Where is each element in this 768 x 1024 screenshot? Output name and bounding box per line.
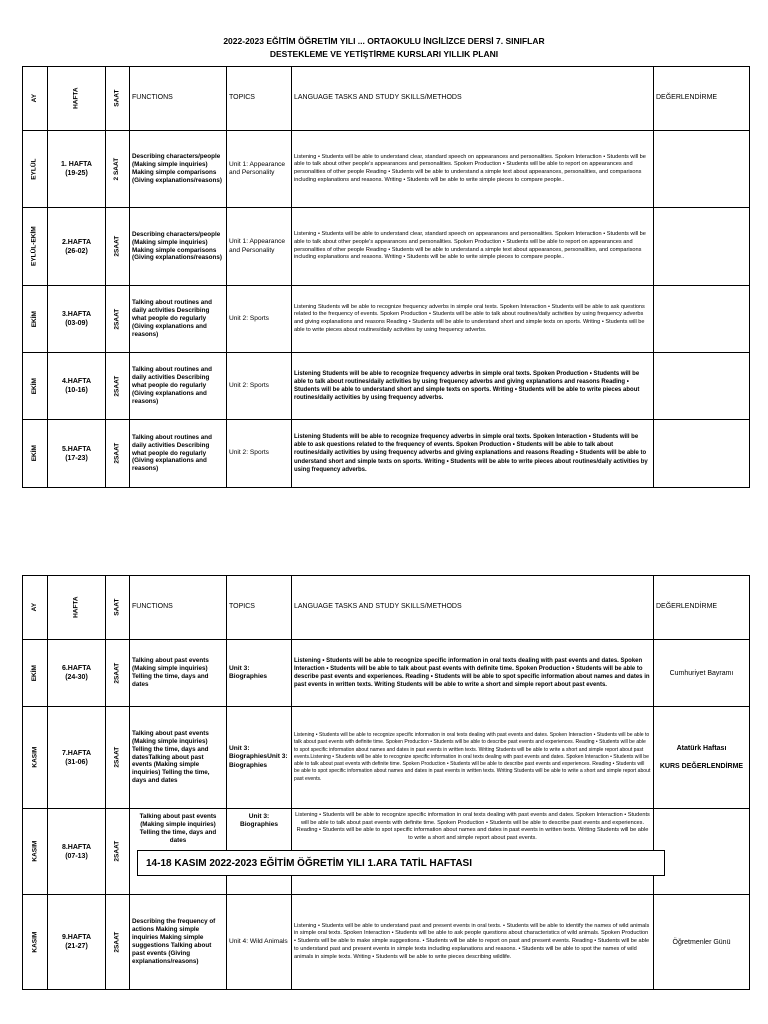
row-topic: Unit 3: Biographies: [227, 640, 292, 707]
document-title-line1: 2022-2023 EĞİTİM ÖĞRETİM YILI ... ORTAOKULU İNGİLİZCE DERSİ 7. SINIFLAR: [223, 36, 545, 46]
row-month: EKİM: [30, 310, 38, 328]
row-topic: Unit 2: Sports: [227, 420, 292, 488]
table-row: [23, 895, 750, 990]
table-row: [23, 707, 750, 809]
table-row: [23, 420, 750, 488]
row-functions: Talking about routines and daily activities Describing what people do regularly (Giving explanations and reasons): [130, 353, 227, 420]
row-week: 6.HAFTA (24-30): [48, 640, 106, 707]
table-row: [23, 208, 750, 286]
row-eval: Öğretmenler Günü: [654, 895, 750, 990]
header-functions: FUNCTIONS: [130, 576, 227, 640]
row-month: EKİM: [30, 445, 38, 462]
row-month: KASIM: [30, 841, 38, 862]
row-topic: Unit 4: Wild Animals: [227, 895, 292, 990]
row-eval: [654, 286, 750, 353]
row-functions: Describing characters/people (Making simple inquiries) Making simple comparisons (Giving explanations/reasons): [130, 131, 227, 208]
row-topic: Unit 1: Appearance and Personality: [227, 131, 292, 208]
row-tasks: Listening • Students will be able to understand clear, standard speech on appearances and personalities. Spoken Interaction • Students will be able to talk about other people's appearances and personalities. Spoken Production • Students will be able to report on appearances and personalities of other people Reading • Students will be able to understand a simple text about appearances, personalities, and comparisons including explanations and reasons. Writing • Students will be able to write simple pieces to compare people..: [292, 208, 654, 286]
row-eval: [654, 208, 750, 286]
row-eval: Atatürk Haftası KURS DEĞERLENDİRME: [654, 707, 750, 809]
row-tasks: Listening Students will be able to recognize frequency adverbs in simple oral texts. Spoken Interaction • Students will be able to ask questions related to the frequency of events. Spoken Production • Students will be able to talk about routines/daily activities by using frequency adverbs and giving explanations and reasons Reading • Students will be able to understand short and simple texts on sports. Writing • Students will be able to write pieces about routines/daily activities by using frequency adverbs.: [292, 420, 654, 488]
row-topic: Unit 3: Biographies: [227, 809, 292, 895]
row-functions: Talking about past events (Making simple inquiries) Telling the time, days and dates: [130, 640, 227, 707]
row-tasks: Listening • Students will be able to recognize specific information in oral texts dealing with past events and dates. Spoken Interaction • Students will be able to talk about past events with definite time. Spoken Production • Students will be able to describe past events and experiences. Reading • Students will be able to spot specific information about names and dates in past events in written texts. Writing Students will be able to write a short and simple report about past events.: [292, 809, 654, 895]
holiday-banner: 14-18 KASIM 2022-2023 EĞİTİM ÖĞRETİM YILI 1.ARA TATİL HAFTASI: [137, 850, 665, 876]
header-tasks: LANGUAGE TASKS AND STUDY SKILLS/METHODS: [292, 576, 654, 640]
table-row: [23, 286, 750, 353]
row-functions: Talking about past events (Making simple inquiries) Telling the time, days and datesTalking about past events (Making simple inquiries) Telling the time, days and dates: [130, 707, 227, 809]
header-tasks: LANGUAGE TASKS AND STUDY SKILLS/METHODS: [292, 67, 654, 131]
row-functions: Talking about past events (Making simple inquiries) Telling the time, days and dates: [130, 809, 227, 895]
header-topics: TOPICS: [227, 576, 292, 640]
row-hours: 2SAAT: [113, 931, 121, 953]
row-month: EYLÜL: [30, 158, 38, 180]
row-week: 2.HAFTA (26-02): [48, 208, 106, 286]
row-eval: [654, 353, 750, 420]
plan-table-1: [22, 66, 750, 488]
row-eval: Cumhuriyet Bayramı: [654, 640, 750, 707]
row-topic: Unit 3: BiographiesUnit 3: Biographies: [227, 707, 292, 809]
table-row: [23, 353, 750, 420]
plan-table-2: [22, 575, 750, 990]
row-tasks: Listening • Students will be able to recognize specific information in oral texts dealing with past events and dates. Spoken Interaction • Students will be able to talk about past events with definite time. Spoken Production • Students will be able to describe past events and experiences. Reading • Students will be able to spot specific information about names and dates in past events in written texts. Writing Students will be able to write a short and simple report about past events.Listening • Students will be able to recognize specific information in oral texts dealing with past events and dates. Spoken Interaction • Students will be able to talk about past events with definite time. Spoken Production • Students will be able to describe past events and experiences. Reading • Students will be able to spot specific information about names and dates in past events in written texts. Writing Students will be able to write a short and simple report about past events.: [292, 707, 654, 809]
header-hafta: HAFTA: [72, 87, 80, 110]
row-topic: Unit 1: Appearance and Personality: [227, 208, 292, 286]
row-functions: Describing the frequency of actions Making simple inquiries Making simple suggestions Talking about past events (Giving explanations/reasons): [130, 895, 227, 990]
row-week: 5.HAFTA (17-23): [48, 420, 106, 488]
row-hours: 2SAAT: [113, 236, 121, 257]
header-ay: AY: [30, 603, 38, 612]
row-hours: 2SAAT: [113, 308, 121, 330]
row-topic: Unit 2: Sports: [227, 353, 292, 420]
row-week: 3.HAFTA (03-09): [48, 286, 106, 353]
row-tasks: Listening Students will be able to recognize frequency adverbs in simple oral texts. Spoken Interaction • Students will be able to ask questions related to the frequency of events. Spoken Production • Students will be able to talk about routines/daily activities by using frequency adverbs and giving explanations and reasons Reading • Students will be able to understand short and simple texts on sports. Writing • Students will be able to write pieces about routines/daily activities by using frequency adverbs.: [292, 286, 654, 353]
header-eval: DEĞERLENDİRME: [654, 576, 750, 640]
header-functions: FUNCTIONS: [130, 67, 227, 131]
row-week: 9.HAFTA (21-27): [48, 895, 106, 990]
table-header-row: [23, 67, 750, 131]
row-eval: [654, 809, 750, 895]
row-month: KASIM: [30, 931, 38, 953]
document-title-line2: DESTEKLEME VE YETİŞTİRME KURSLARI YILLIK PLANI: [269, 49, 499, 59]
row-week: 8.HAFTA (07-13): [48, 809, 106, 895]
row-eval: [654, 420, 750, 488]
row-hours: 2SAAT: [113, 375, 121, 397]
table-header-row: [23, 576, 750, 640]
header-topics: TOPICS: [227, 67, 292, 131]
row-functions: Talking about routines and daily activities Describing what people do regularly (Giving explanations and reasons): [130, 420, 227, 488]
row-tasks: Listening • Students will be able to recognize specific information in oral texts dealing with past events and dates. Spoken Interaction • Students will be able to talk about past events with definite time. Spoken Production • Students will be able to describe past events and experiences. Reading • Students will be able to spot specific information about names and dates in past events in written texts. Writing Students will be able to write a short and simple report about past events.: [292, 640, 654, 707]
row-functions: Describing characters/people (Making simple inquiries) Making simple comparisons (Giving explanations/reasons): [130, 208, 227, 286]
row-month: EKİM: [30, 377, 38, 395]
row-tasks: Listening Students will be able to recognize frequency adverbs in simple oral texts. Spoken Production • Students will be able to talk about routines/daily activities by using frequency adverbs and giving explanations and reasons Reading • Students will be able to understand short and simple texts on sports. Writing • Students will be able to write pieces about routines/daily activities by using frequency adverbs.: [292, 353, 654, 420]
row-week: 4.HAFTA (10-16): [48, 353, 106, 420]
header-saat: SAAT: [113, 89, 121, 108]
header-ay: AY: [30, 94, 38, 103]
row-hours: 2SAAT: [113, 662, 121, 684]
row-week: 7.HAFTA (31-06): [48, 707, 106, 809]
row-topic: Unit 2: Sports: [227, 286, 292, 353]
header-saat: SAAT: [113, 598, 121, 617]
row-month: EKİM: [30, 664, 38, 682]
table-row: [23, 131, 750, 208]
table-row: [23, 640, 750, 707]
row-functions: Talking about routines and daily activities Describing what people do regularly (Giving explanations and reasons): [130, 286, 227, 353]
row-hours: 2 SAAT: [113, 157, 121, 181]
row-week: 1. HAFTA (19-25): [48, 131, 106, 208]
row-hours: 2SAAT: [113, 841, 121, 862]
row-eval: [654, 131, 750, 208]
header-hafta: HAFTA: [72, 596, 80, 619]
header-eval: DEĞERLENDİRME: [654, 67, 750, 131]
row-month: KASIM: [30, 747, 38, 768]
row-tasks: Listening • Students will be able to understand past and present events in oral texts. • Students will be able to identify the names of wild animals in simple oral texts. Spoken Interaction • Students will be able to ask people questions about characteristics of wild animals. Spoken Production • Students will be able to make simple suggestions. • Students will be able to report on past and present events. Reading • Students will be able to understand past and present events in simple texts including explanations and reasons. • Students will be able to spot the names of wild animals in simple texts. Writing • Students will be able to write pieces describing wildlife.: [292, 895, 654, 990]
row-tasks: Listening • Students will be able to understand clear, standard speech on appearances and personalities. Spoken Interaction • Students will be able to talk about other people's appearances and personalities. Spoken Production • Students will be able to report on appearances and personalities of other people Reading • Students will be able to understand a simple text about appearances, personalities, and comparisons including explanations and reasons. Writing • Students will be able to write simple pieces to compare people..: [292, 131, 654, 208]
row-hours: 2SAAT: [113, 443, 121, 464]
row-hours: 2SAAT: [113, 747, 121, 768]
row-month: EYLÜL-EKİM: [30, 226, 38, 267]
